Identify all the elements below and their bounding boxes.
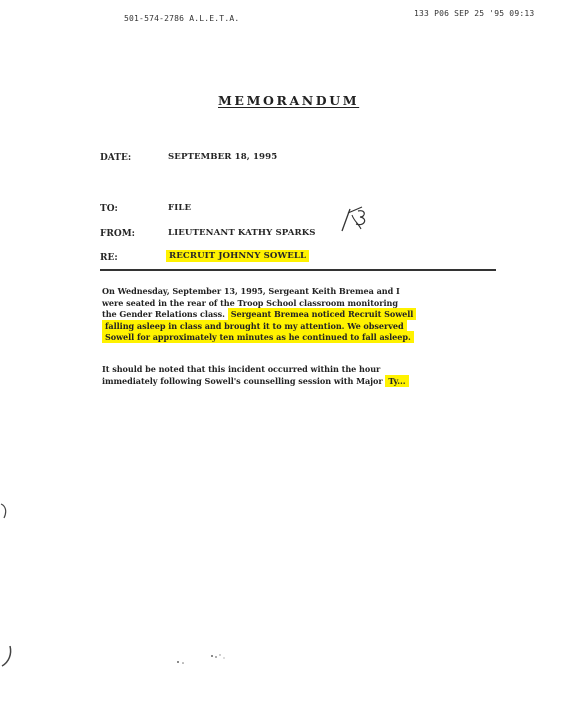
scan-mark	[0, 500, 10, 530]
paragraph-1-text: the Gender Relations class.	[102, 309, 225, 320]
paragraph-1-line: On Wednesday, September 13, 1995, Sergeant Keith Bremea and I	[102, 286, 400, 296]
highlighted-text: falling asleep in class and brought it to my attention. We observed	[102, 320, 407, 332]
paragraph-1-line: were seated in the rear of the Troop School classroom monitoring	[102, 297, 398, 308]
date-value: SEPTEMBER 18, 1995	[168, 152, 278, 162]
paragraph-2-line: It should be noted that this incident occurred within the hour	[102, 364, 381, 374]
paragraph-2-line	[102, 376, 502, 388]
scan-speckle	[174, 650, 230, 666]
re-value: RECRUIT JOHNNY SOWELL	[166, 250, 309, 262]
re-label: RE:	[100, 253, 118, 263]
fax-header-pages-date: 133 P06 SEP 25 '95 09:13	[414, 9, 535, 18]
header-divider	[100, 269, 496, 271]
to-value: FILE	[168, 203, 192, 213]
from-value: LIEUTENANT KATHY SPARKS	[168, 228, 316, 238]
memo-title: MEMORANDUM	[218, 93, 360, 108]
initials-signature	[338, 203, 372, 235]
date-label: DATE:	[100, 153, 132, 163]
fax-header-sender: 501-574-2786 A.L.E.T.A.	[124, 14, 240, 23]
highlighted-text: Ty...	[385, 375, 408, 387]
highlighted-text: Sergeant Bremea noticed Recruit Sowell	[228, 308, 417, 320]
highlighted-text: Sowell for approximately ten minutes as he continued to fall asleep.	[102, 331, 414, 343]
paragraph-1	[102, 286, 502, 344]
from-label: FROM:	[100, 229, 135, 239]
paragraph-2	[102, 364, 502, 387]
to-label: TO:	[100, 204, 118, 214]
paragraph-2-text: immediately following Sowell's counselling session with Major	[102, 375, 386, 386]
scan-mark	[0, 644, 14, 668]
paragraph-1-line	[102, 332, 502, 344]
